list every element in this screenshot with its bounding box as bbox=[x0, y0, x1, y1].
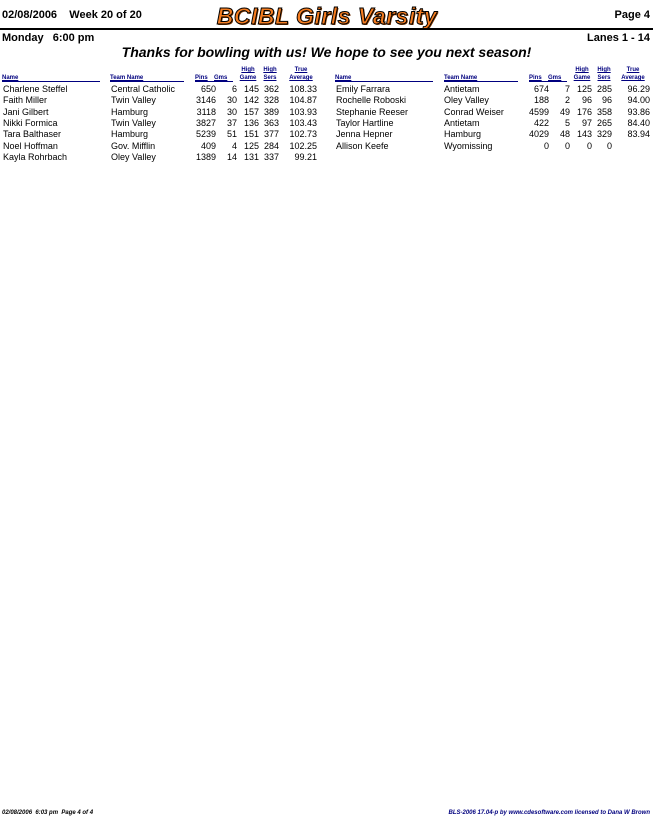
closing-message: Thanks for bowling with us! We hope to see you next season! bbox=[121, 44, 532, 60]
underline-team bbox=[444, 81, 518, 82]
table-row bbox=[3, 107, 323, 118]
high-series: 362 bbox=[263, 84, 279, 94]
pins: 409 bbox=[200, 140, 216, 151]
high-series: 284 bbox=[263, 140, 279, 151]
table-row bbox=[336, 95, 653, 106]
col-true-avg-top: True bbox=[626, 67, 640, 73]
underline-team bbox=[110, 81, 184, 82]
day-time: Monday 6:00 pm bbox=[2, 32, 95, 44]
high-game: 136 bbox=[243, 117, 259, 128]
high-series: 328 bbox=[263, 95, 279, 106]
bowler-name: Allison Keefe bbox=[336, 140, 389, 151]
true-average: 102.25 bbox=[289, 140, 317, 151]
pins: 188 bbox=[533, 95, 549, 106]
high-game: 176 bbox=[576, 106, 592, 117]
pins: 3827 bbox=[195, 117, 216, 128]
team-name: Antietam bbox=[444, 84, 480, 94]
page-number: Page 4 bbox=[614, 9, 650, 21]
pins: 5239 bbox=[195, 129, 216, 140]
week-label: Week 20 of 20 bbox=[69, 9, 142, 21]
col-high-sers-bottom: Sers bbox=[263, 75, 277, 81]
col-true-avg-bottom: Average bbox=[289, 75, 313, 81]
pins: 674 bbox=[533, 84, 549, 94]
team-name: Hamburg bbox=[111, 129, 149, 140]
high-series: 0 bbox=[606, 140, 612, 151]
report-date: 02/08/2006 bbox=[2, 9, 58, 21]
true-average: 96.29 bbox=[627, 84, 650, 94]
bowler-name: Tara Balthaser bbox=[3, 129, 62, 140]
high-series: 363 bbox=[263, 117, 279, 128]
underline-pins-gms bbox=[529, 81, 567, 82]
bowler-name: Emily Farrara bbox=[336, 84, 391, 94]
high-game: 157 bbox=[243, 106, 259, 117]
col-pins: Pins bbox=[195, 75, 208, 81]
table-row bbox=[3, 129, 323, 140]
games: 7 bbox=[564, 84, 570, 94]
high-game: 145 bbox=[243, 84, 259, 94]
team-name: Conrad Weiser bbox=[444, 106, 504, 117]
bowler-name: Taylor Hartline bbox=[336, 117, 394, 128]
team-name: Antietam bbox=[444, 117, 480, 128]
true-average: 83.94 bbox=[627, 129, 650, 140]
true-average: 104.87 bbox=[289, 95, 317, 106]
underline-pins-gms bbox=[195, 81, 233, 82]
bowler-name: Noel Hoffman bbox=[3, 140, 58, 151]
high-game: 125 bbox=[576, 84, 592, 94]
header-divider bbox=[0, 28, 653, 30]
games: 30 bbox=[226, 95, 237, 106]
games: 30 bbox=[226, 106, 237, 117]
games: 49 bbox=[559, 106, 570, 117]
bowler-name: Jenna Hepner bbox=[336, 129, 393, 140]
col-name: Name bbox=[2, 75, 19, 81]
games: 0 bbox=[564, 140, 570, 151]
high-game: 97 bbox=[581, 117, 592, 128]
high-game: 142 bbox=[243, 95, 259, 106]
team-name: Wyomissing bbox=[444, 140, 493, 151]
true-average: 103.43 bbox=[289, 117, 317, 128]
table-row bbox=[336, 107, 653, 118]
pins: 4599 bbox=[528, 106, 549, 117]
col-high-sers-bottom: Sers bbox=[597, 75, 611, 81]
games: 48 bbox=[559, 129, 570, 140]
team-name: Oley Valley bbox=[111, 151, 156, 162]
table-row bbox=[336, 141, 653, 152]
games: 37 bbox=[226, 117, 237, 128]
team-name: Twin Valley bbox=[111, 95, 156, 106]
col-team: Team Name bbox=[110, 75, 144, 81]
high-series: 337 bbox=[263, 151, 279, 162]
games: 14 bbox=[226, 151, 237, 162]
high-series: 285 bbox=[596, 84, 612, 94]
high-series: 389 bbox=[263, 106, 279, 117]
pins: 0 bbox=[543, 140, 549, 151]
footer-license: BLS-2006 17.04-p by www.cdesoftware.com licensed to Dana W Brown bbox=[448, 810, 650, 816]
col-name: Name bbox=[335, 75, 352, 81]
true-average: 103.93 bbox=[289, 106, 317, 117]
high-game: 125 bbox=[243, 140, 259, 151]
league-title: BCIBL Girls Varsity bbox=[216, 3, 438, 29]
high-series: 358 bbox=[596, 106, 612, 117]
games: 51 bbox=[226, 129, 237, 140]
bowler-name: Stephanie Reeser bbox=[336, 106, 409, 117]
bowler-name: Jani Gilbert bbox=[3, 106, 49, 117]
bowler-name: Rochelle Roboski bbox=[336, 95, 407, 106]
table-row bbox=[3, 118, 323, 129]
col-gms: Gms bbox=[548, 75, 562, 81]
bowler-name: Nikki Formica bbox=[3, 117, 58, 128]
team-name: Gov. Mifflin bbox=[111, 140, 156, 151]
bowler-name: Kayla Rohrbach bbox=[3, 151, 68, 162]
pins: 422 bbox=[533, 117, 549, 128]
true-average: 94.00 bbox=[627, 95, 650, 106]
high-series: 329 bbox=[596, 129, 612, 140]
true-average: 84.40 bbox=[627, 117, 650, 128]
true-average: 99.21 bbox=[294, 151, 317, 162]
table-row bbox=[3, 84, 323, 95]
team-name: Central Catholic bbox=[111, 84, 176, 94]
table-row bbox=[3, 95, 323, 106]
bowler-name: Faith Miller bbox=[3, 95, 48, 106]
high-game: 151 bbox=[243, 129, 259, 140]
pins: 4029 bbox=[528, 129, 549, 140]
true-average: 108.33 bbox=[289, 84, 317, 94]
col-high-game-top: High bbox=[241, 67, 255, 73]
team-name: Hamburg bbox=[111, 106, 149, 117]
table-row bbox=[3, 141, 323, 152]
table-row bbox=[336, 118, 653, 129]
col-high-game-bottom: Game bbox=[239, 75, 257, 81]
col-high-sers-top: High bbox=[263, 67, 277, 73]
col-high-sers-top: High bbox=[597, 67, 611, 73]
underline-name bbox=[2, 81, 100, 82]
games: 2 bbox=[564, 95, 570, 106]
footer-timestamp: 02/08/2006 6:03 pm Page 4 of 4 bbox=[2, 810, 94, 816]
games: 5 bbox=[564, 117, 570, 128]
team-name: Twin Valley bbox=[111, 117, 156, 128]
lanes-label: Lanes 1 - 14 bbox=[587, 32, 650, 44]
underline-name bbox=[335, 81, 433, 82]
col-gms: Gms bbox=[214, 75, 228, 81]
col-pins: Pins bbox=[529, 75, 542, 81]
pins: 3118 bbox=[196, 106, 216, 117]
high-series: 265 bbox=[596, 117, 612, 128]
pins: 1389 bbox=[195, 151, 216, 162]
games: 6 bbox=[231, 84, 237, 94]
col-high-game-top: High bbox=[575, 67, 589, 73]
high-game: 0 bbox=[586, 140, 592, 151]
high-series: 96 bbox=[601, 95, 612, 106]
true-average: 102.73 bbox=[289, 129, 317, 140]
high-game: 131 bbox=[243, 151, 259, 162]
high-game: 143 bbox=[576, 129, 592, 140]
col-team: Team Name bbox=[444, 75, 478, 81]
col-true-avg-top: True bbox=[294, 67, 308, 73]
pins: 3146 bbox=[195, 95, 216, 106]
high-series: 377 bbox=[263, 129, 279, 140]
team-name: Hamburg bbox=[444, 129, 482, 140]
team-name: Oley Valley bbox=[444, 95, 489, 106]
games: 4 bbox=[231, 140, 237, 151]
table-row bbox=[3, 152, 323, 163]
high-game: 96 bbox=[581, 95, 592, 106]
table-row bbox=[336, 84, 653, 95]
bowler-name: Charlene Steffel bbox=[3, 84, 68, 94]
col-high-game-bottom: Game bbox=[573, 75, 591, 81]
report-date-week bbox=[2, 9, 142, 21]
col-true-avg-bottom: Average bbox=[621, 75, 645, 81]
true-average: 93.86 bbox=[627, 106, 650, 117]
pins: 650 bbox=[200, 84, 216, 94]
table-row bbox=[336, 129, 653, 140]
